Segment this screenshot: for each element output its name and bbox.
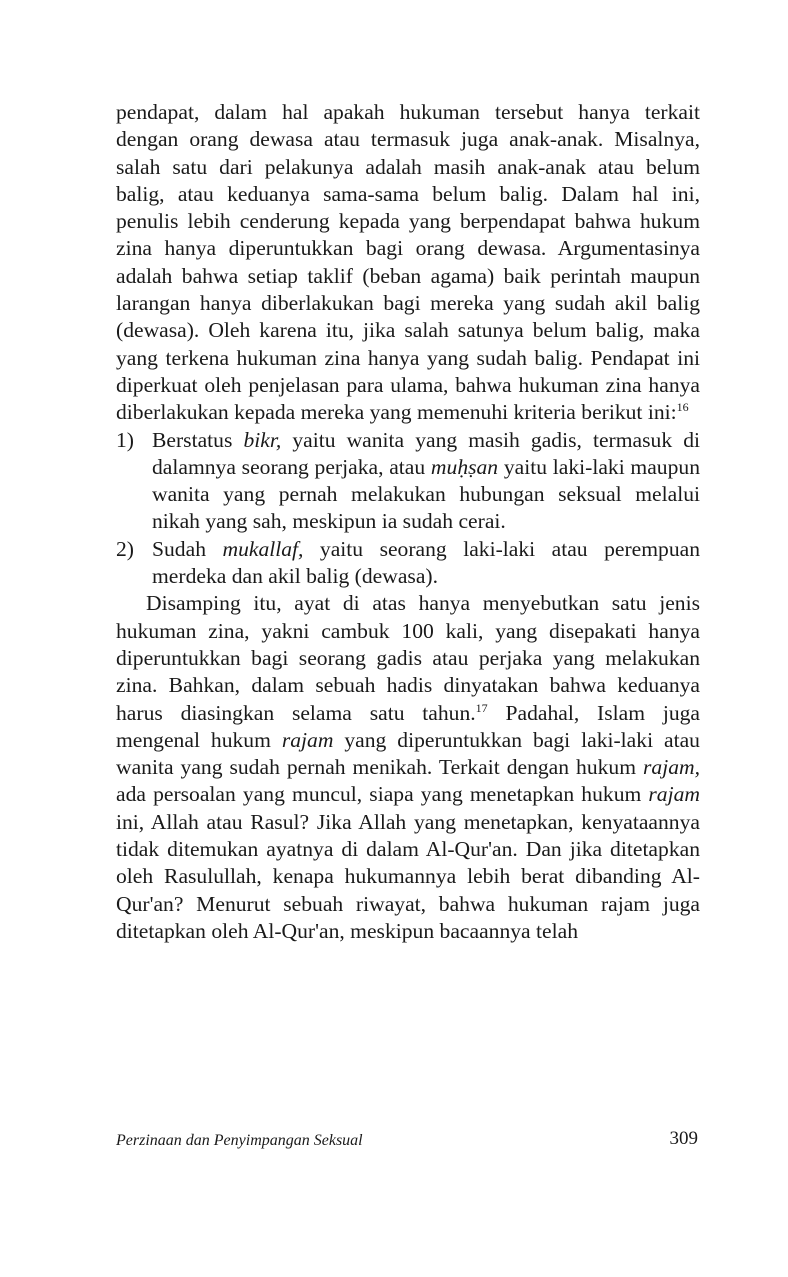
paragraph-1 bbox=[116, 99, 700, 427]
criteria-list bbox=[116, 427, 700, 591]
list-item-text: yaitu laki-laki maupun wanita yang pernah melakukan hubungan seksual melalui nikah yang sah, meskipun ia sudah cerai. bbox=[152, 454, 700, 534]
term-muhsan: muḥṣan bbox=[430, 454, 499, 479]
list-item-text: yaitu seorang laki-laki atau perempuan merdeka dan akil balig (dewasa). bbox=[152, 536, 700, 589]
term-rajam: rajam, bbox=[643, 755, 700, 780]
list-marker: 2) bbox=[116, 536, 134, 561]
page-footer bbox=[116, 1128, 700, 1156]
term-bikr: bikr, bbox=[243, 427, 282, 452]
list-marker: 1) bbox=[116, 427, 134, 452]
term-rajam: rajam bbox=[648, 782, 700, 807]
body-text bbox=[116, 99, 700, 945]
paragraph-2-text: ada persoalan yang muncul, siapa yang menetapkan hukum bbox=[116, 782, 649, 807]
list-item-text: Berstatus bbox=[152, 427, 244, 452]
footnote-ref-16: 16 bbox=[676, 400, 689, 415]
paragraph-2-text: Padahal, Islam juga mengenal hukum bbox=[116, 700, 700, 752]
paragraph-2 bbox=[116, 590, 700, 945]
term-rajam: rajam bbox=[281, 727, 334, 752]
list-item-text: Sudah bbox=[152, 536, 223, 561]
paragraph-2-text: yang diperuntukkan bagi laki-laki atau wanita yang sudah pernah menikah. Terkait dengan hukum bbox=[116, 727, 700, 780]
paragraph-2-text: ini, Allah atau Rasul? Jika Allah yang menetapkan, kenyataannya tidak ditemukan ayatnya di dalam Al-Qur'an. Dan jika ditetapkan oleh Rasulullah, kenapa hukumannya lebih berat dibanding Al-Qur'an? Menurut sebuah riwayat, bahwa hukuman rajam juga ditetapkan oleh Al-Qur'an, meskipun bacaannya telah bbox=[116, 809, 700, 943]
page-number: 309 bbox=[669, 1128, 698, 1149]
term-mukallaf: mukallaf, bbox=[222, 536, 304, 561]
list-item bbox=[116, 536, 700, 591]
paragraph-2-text: Disamping itu, ayat di atas hanya menyebutkan satu jenis hukuman zina, yakni cambuk 100 kali, yang disepakati hanya diperuntukkan bagi seorang gadis atau perjaka yang melakukan zina. Bahkan, dalam sebuah hadis dinyatakan bahwa keduanya harus diasingkan selama satu tahun. bbox=[116, 591, 700, 725]
list-item bbox=[116, 427, 700, 536]
footnote-ref-17: 17 bbox=[475, 700, 488, 715]
paragraph-1-text: pendapat, dalam hal apakah hukuman tersebut hanya terkait dengan orang dewasa atau termasuk juga anak-anak. Misalnya, salah satu dari pelakunya adalah masih anak-anak atau belum balig, atau keduanya sama-sama belum balig. Dalam hal ini, penulis lebih cenderung kepada yang berpendapat bahwa hukum zina hanya diperuntukkan bagi orang dewasa. Argumentasinya adalah bahwa setiap taklif (beban agama) baik perintah maupun larangan hanya diberlakukan bagi mereka yang sudah akil balig (dewasa). Oleh karena itu, jika salah satunya belum balig, maka yang terkena hukuman zina hanya yang sudah balig. Pendapat ini diperkuat oleh penjelasan para ulama, bahwa hukuman zina hanya diberlakukan kepada mereka yang memenuhi kriteria berikut ini: bbox=[116, 100, 700, 425]
running-title: Perzinaan dan Penyimpangan Seksual bbox=[116, 1132, 363, 1149]
list-item-text: yaitu wanita yang masih gadis, termasuk di dalamnya seorang perjaka, atau bbox=[152, 427, 701, 479]
